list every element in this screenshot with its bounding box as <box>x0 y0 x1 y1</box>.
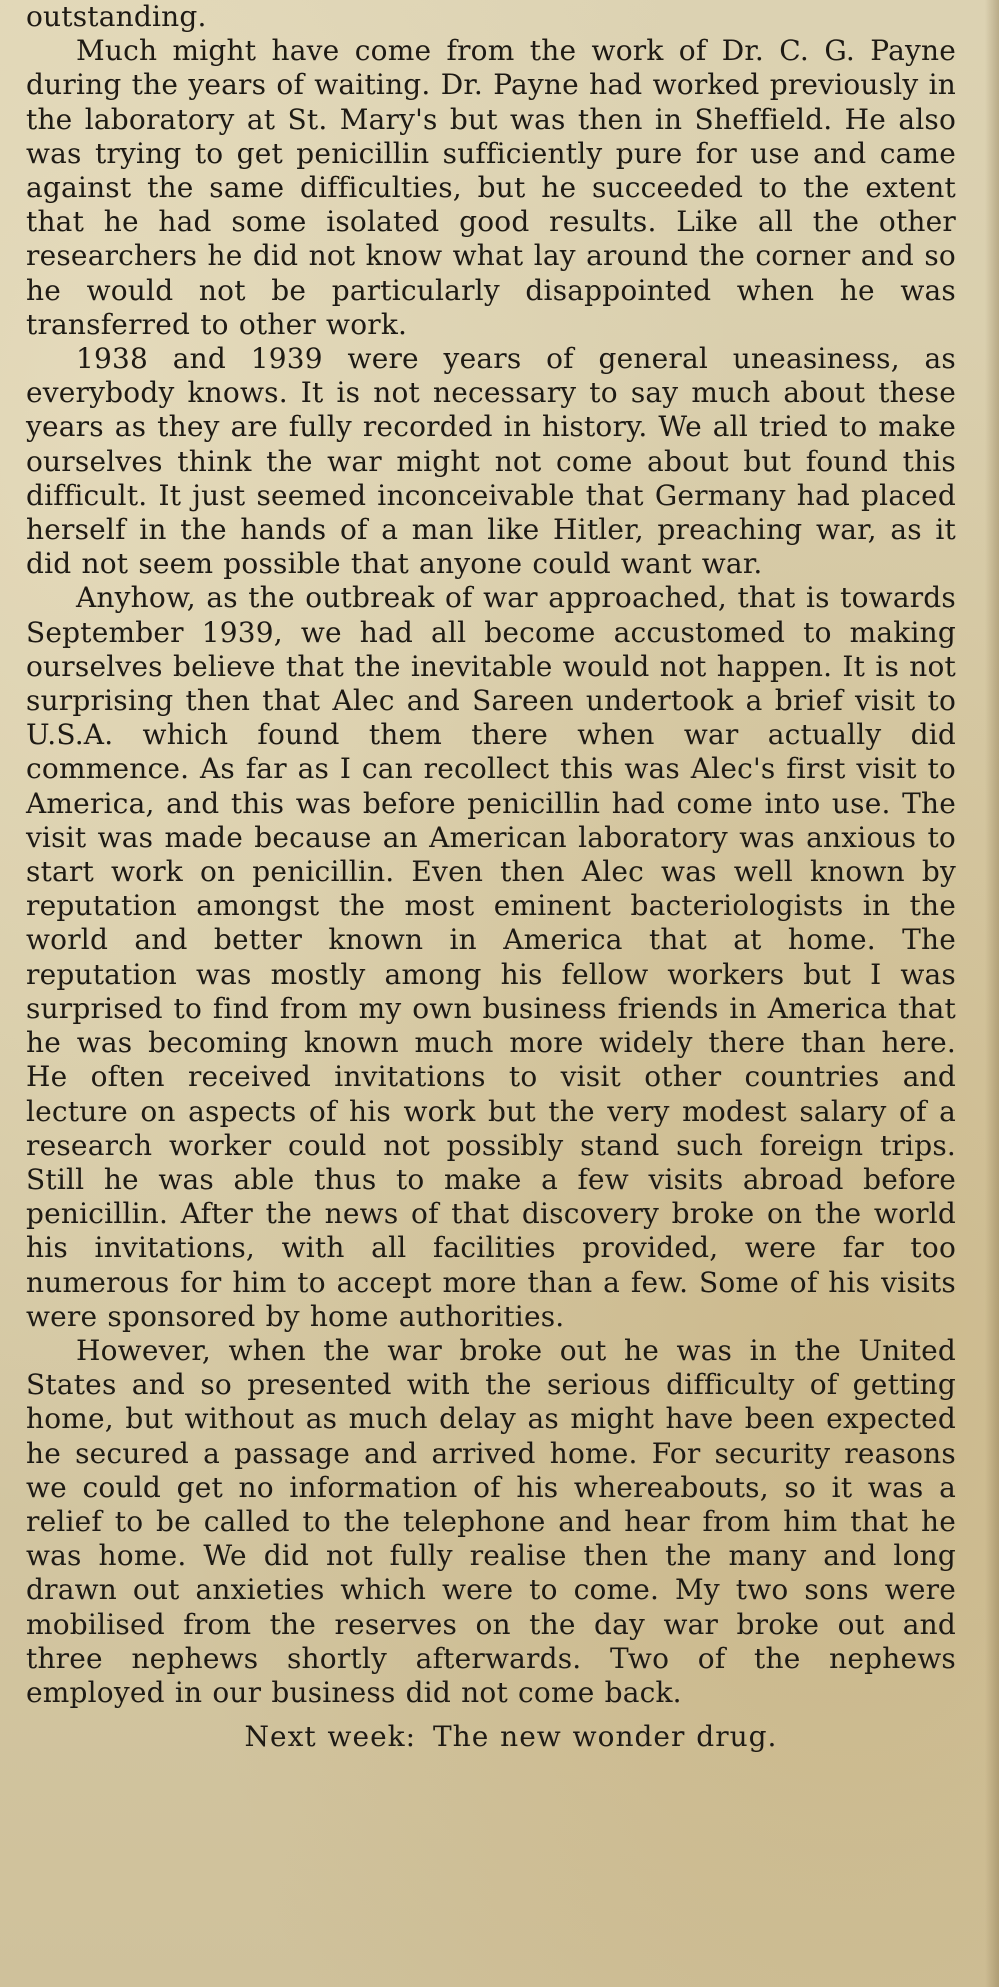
article-paragraph-war-outbreak: However, when the war broke out he was in the United States and so presented with the serious difficulty of getting home, but without as much delay as might have been expected he secured a passage and arrived home. For security reasons we could get no information of his whereabouts, so it was a relief to be called to the telephone and hear from him that he was home. We did not fully realise then the many and long drawn out anxieties which were to come. My two sons were mobilised from the reserves on the day war broke out and three nephews shortly afterwards. Two of the nephews employed in our business did not come back. <box>26 1333 956 1709</box>
teaser-label: Next week: <box>244 1720 417 1754</box>
teaser-text: The new wonder drug. <box>432 1720 778 1754</box>
article-paragraph-payne: Much might have come from the work of Dr. C. G. Payne during the years of waiting. Dr. Payne had worked previously in the laboratory at St. Mary's but was then in Sheffield. He also was trying to get penicillin sufficiently pure for use and came against the same difficulties, but he succeeded to the extent that he had some isolated good results. Like all the other researchers he did not know what lay around the corner and so he would not be particularly disappointed when he was transferred to other work. <box>26 34 956 341</box>
article-paragraph-continuation: outstanding. <box>26 0 207 33</box>
article-paragraph-usa-visit: Anyhow, as the outbreak of war approached, that is towards September 1939, we had all become accustomed to making ourselves believe that the inevitable would not happen. It is not surprising then that Alec and Sareen undertook a brief visit to U.S.A. which found them there when war actually did commence. As far as I can recollect this was Alec's first visit to America, and this was before penicillin had come into use. The visit was made because an American laboratory was anxious to start work on penicillin. Even then Alec was well known by reputation amongst the most eminent bacteriologists in the world and better known in America that at home. The reputation was mostly among his fellow workers but I was surprised to find from my own business friends in America that he was becoming known much more widely there than here. He often received invitations to visit other countries and lecture on aspects of his work but the very modest salary of a research worker could not possibly stand such foreign trips. Still he was able thus to make a few visits abroad before penicillin. After the news of that discovery broke on the world his invitations, with all facilities provided, were far too numerous for him to accept more than a few. Some of his visits were sponsored by home authorities. <box>26 581 956 1333</box>
paper-edge-shadow <box>985 0 999 1987</box>
next-week-teaser <box>26 1720 956 1754</box>
article-paragraph-1938-1939: 1938 and 1939 were years of general uneasiness, as everybody knows. It is not necessary to say much about these years as they are fully recorded in history. We all tried to make ourselves think the war might not come about but found this difficult. It just seemed inconceivable that Germany had placed herself in the hands of a man like Hitler, preaching war, as it did not seem possible that anyone could want war. <box>26 342 956 581</box>
article-column <box>26 0 956 1754</box>
